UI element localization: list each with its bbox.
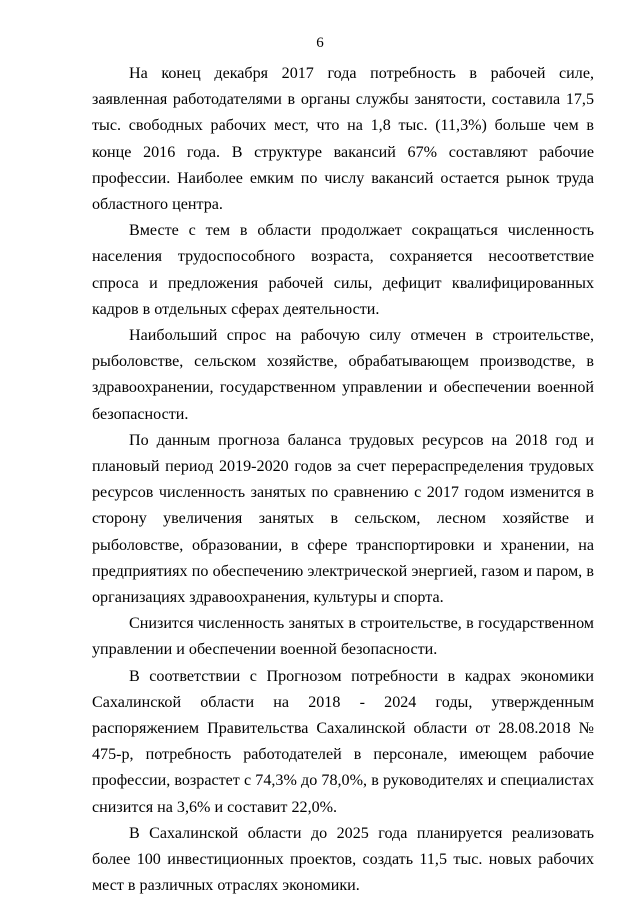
page-number: 6	[316, 35, 324, 51]
paragraph-staffing-forecast: В соответствии с Прогнозом потребности в кадрах экономики Сахалинской области на 2018 - 2024 годы, утвержденным распоряжением Правительства Сахалинской области от 28.08.2018 № 475-р, потребность работодателей в персонале, имеющем рабочие профессии, возрастет с 74,3% до 78,0%, в руководителях и специалистах снизится на 3,6% и составит 22,0%.	[92, 667, 594, 816]
document-body	[92, 61, 594, 900]
paragraph-vacancies: На конец декабря 2017 года потребность в рабочей силе, заявленная работодателями в органы службы занятости, составила 17,5 тыс. свободных рабочих мест, что на 1,8 тыс. (11,3%) больше чем в конце 2016 года. В структуре вакансий 67% составляют рабочие профессии. Наиболее емким по числу вакансий остается рынок труда областного центра.	[92, 65, 594, 214]
paragraph-employment-decrease: Снизится численность занятых в строительстве, в государственном управлении и обеспечении военной безопасности.	[92, 615, 594, 659]
paragraph-labor-shortage: Вместе с тем в области продолжает сокращаться численность населения трудоспособного возраста, сохраняется несоответствие спроса и предложения рабочей силы, дефицит квалифицированных кадров в отдельных сферах деятельности.	[92, 222, 594, 318]
paragraph-labor-forecast: По данным прогноза баланса трудовых ресурсов на 2018 год и плановый период 2019-2020 годов за счет перераспределения трудовых ресурсов численность занятых по сравнению с 2017 годом изменится в сторону увеличения занятых в сельском, лесном хозяйстве и рыболовстве, образовании, в сфере транспортировки и хранении, на предприятиях по обеспечению электрической энергией, газом и паром, в организациях здравоохранения, культуры и спорта.	[92, 431, 594, 607]
paragraph-demand-sectors: Наибольший спрос на рабочую силу отмечен в строительстве, рыболовстве, сельском хозяйстве, обрабатывающем производстве, в здравоохранении, государственном управлении и обеспечении военной безопасности.	[92, 327, 594, 423]
paragraph-investment-projects: В Сахалинской области до 2025 года планируется реализовать более 100 инвестиционных проектов, создать 11,5 тыс. новых рабочих мест в различных отраслях экономики.	[92, 824, 594, 895]
